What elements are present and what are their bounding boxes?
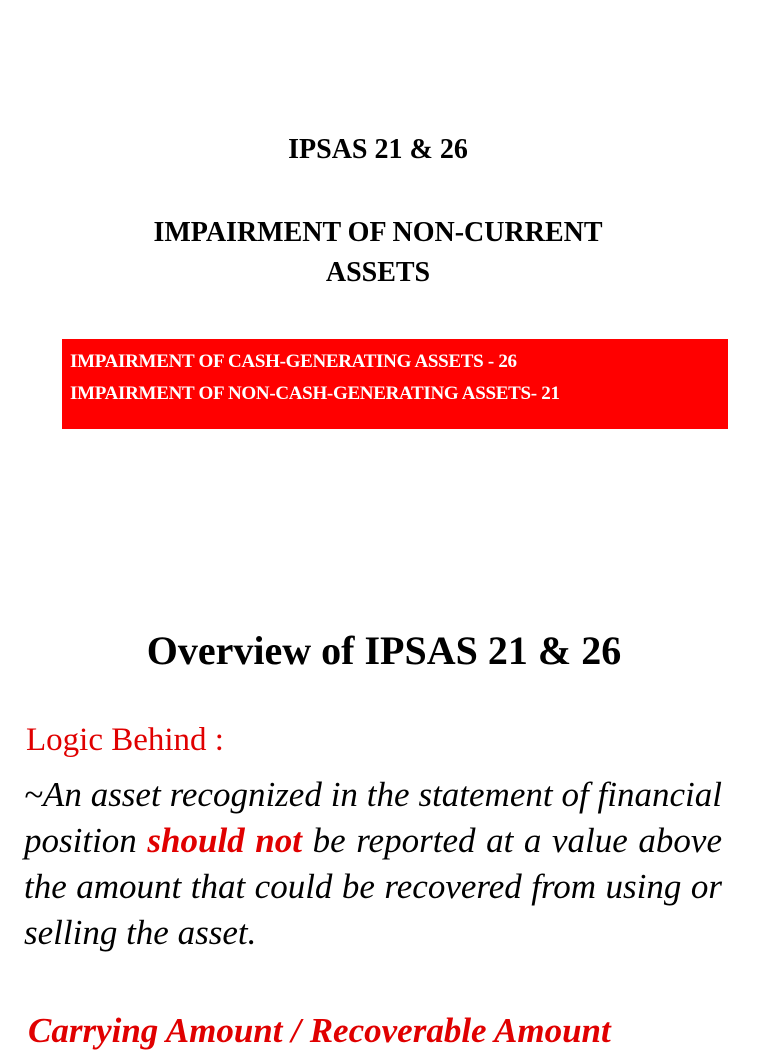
logic-paragraph <box>24 772 722 956</box>
slide1-title: IPSAS 21 & 26 <box>288 134 468 165</box>
standards-highlight-box <box>62 339 728 429</box>
slide2-title: Overview of IPSAS 21 & 26 <box>146 628 622 673</box>
non-cash-generating-assets-line: IMPAIRMENT OF NON-CASH-GENERATING ASSETS- 21 <box>70 383 560 404</box>
subtitle-line-1: IMPAIRMENT OF NON-CURRENT <box>153 217 603 248</box>
cash-generating-assets-line: IMPAIRMENT OF CASH-GENERATING ASSETS - 26 <box>70 351 517 372</box>
paragraph-text-after: be reported at a value above the amount that could be recovered from using or selling the asset. <box>24 821 722 952</box>
subtitle-line-2: ASSETS <box>325 257 431 288</box>
slide1-subtitle <box>0 213 756 293</box>
carrying-vs-recoverable-line: Carrying Amount / Recoverable Amount <box>28 1011 611 1050</box>
paragraph-emphasis: should not <box>147 821 302 860</box>
logic-behind-label: Logic Behind : <box>26 722 224 758</box>
paragraph-text-before: ~An asset recognized in the statement of financial position <box>24 775 722 860</box>
